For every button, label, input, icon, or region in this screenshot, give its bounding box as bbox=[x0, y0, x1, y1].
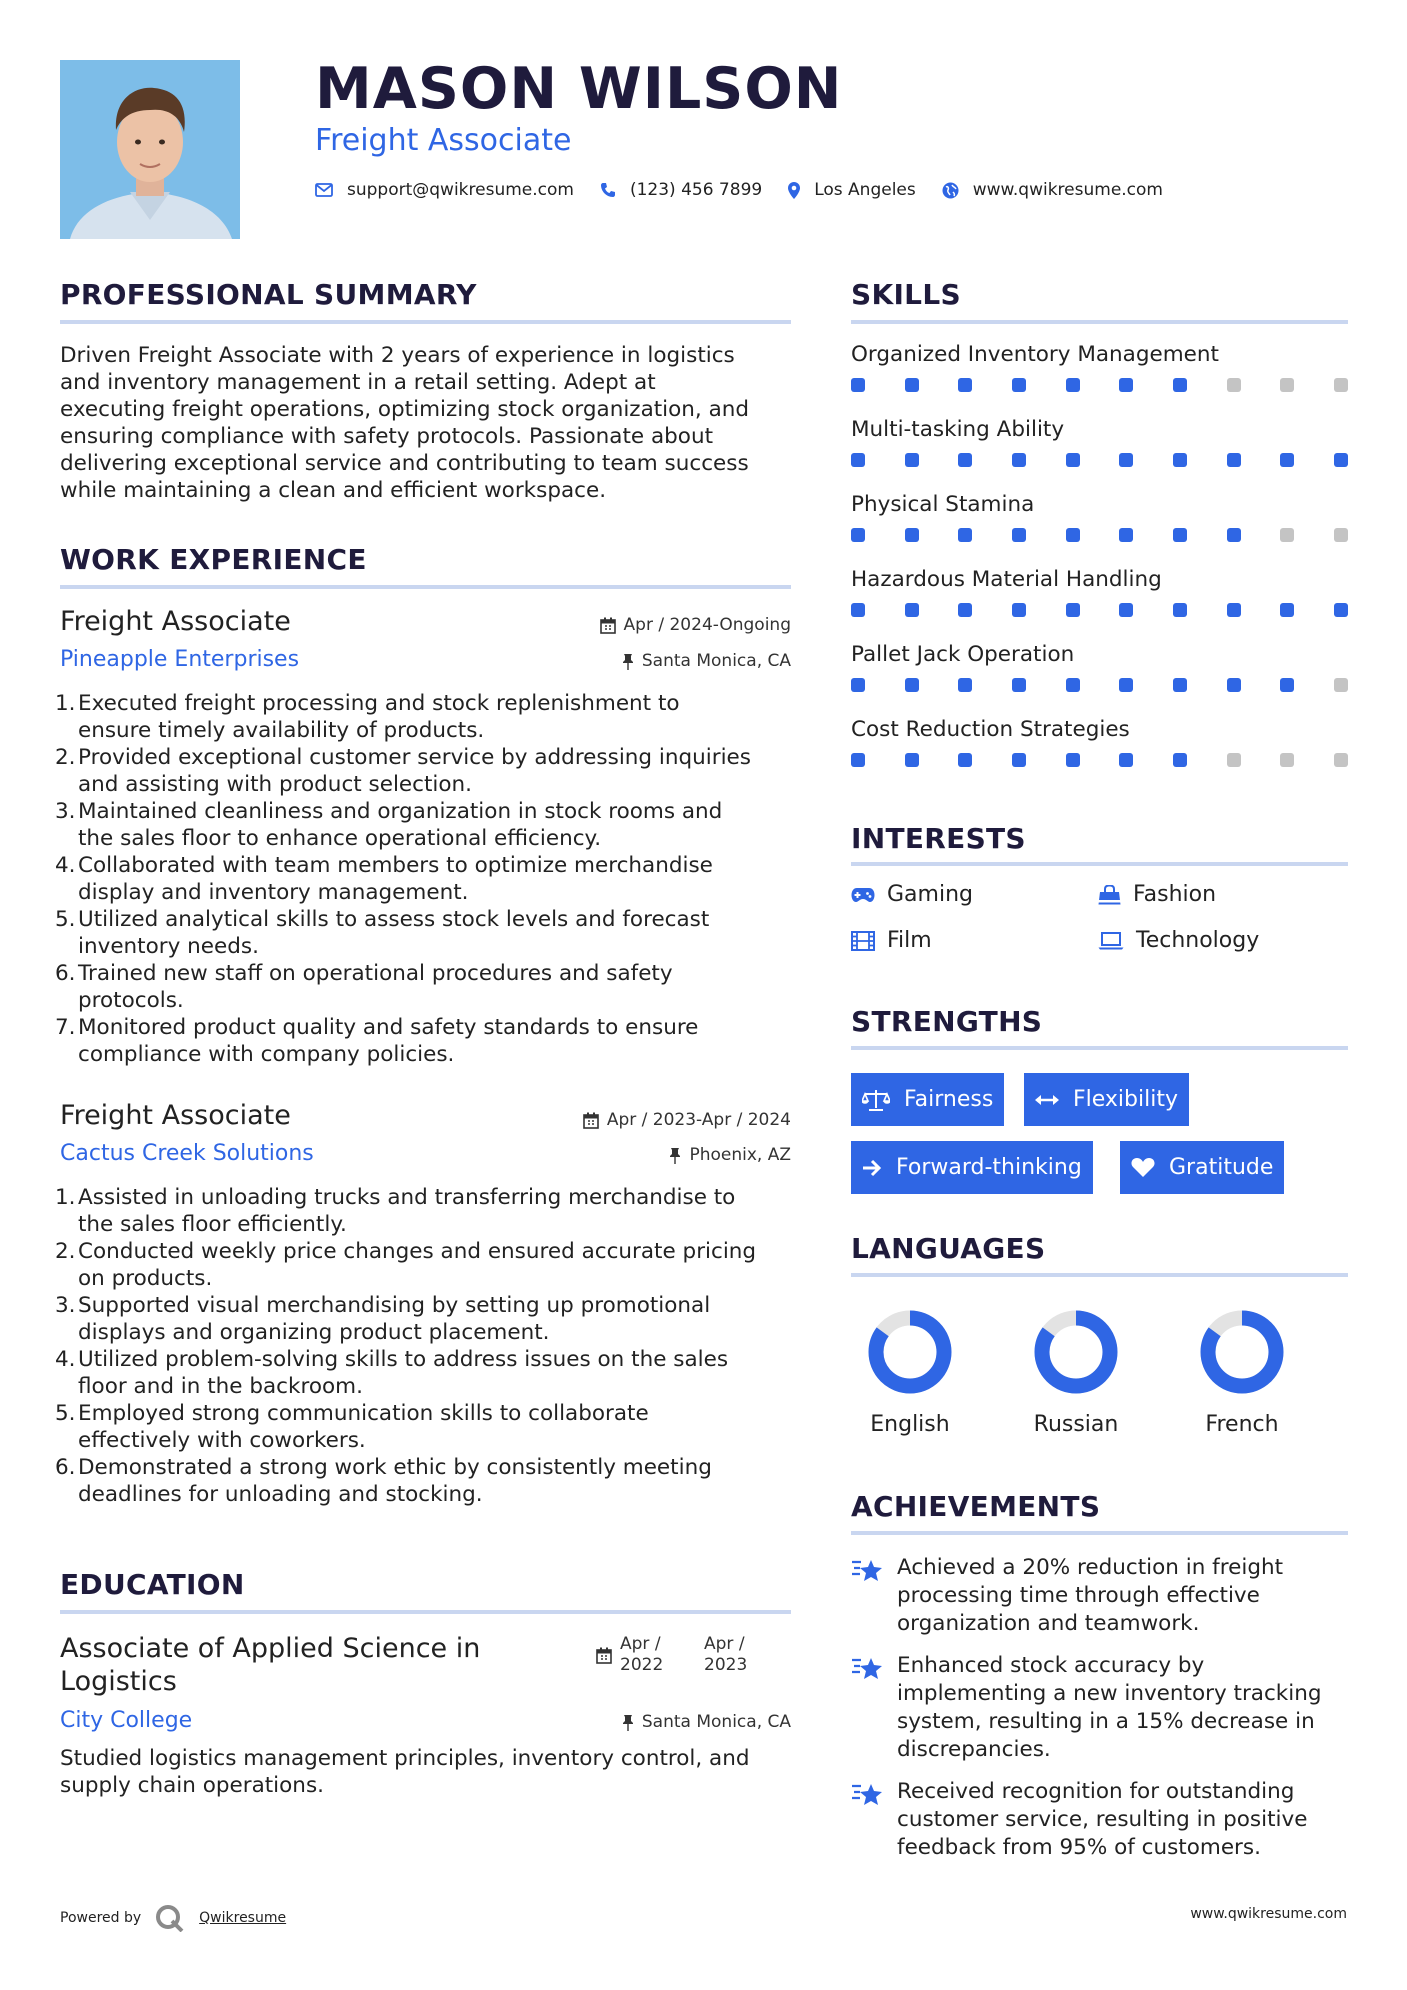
skill-name: Pallet Jack Operation bbox=[851, 642, 1075, 667]
rating-dot-empty bbox=[1280, 753, 1294, 767]
rating-dot-filled bbox=[1280, 603, 1294, 617]
list-item: 6. Demonstrated a strong work ethic by consistently meeting deadlines for unloading and stocking. bbox=[55, 1455, 712, 1507]
rating-dot-filled bbox=[1066, 678, 1080, 692]
shooting-star-icon bbox=[851, 1554, 897, 1638]
summary-line: ensuring compliance with safety protocols. Passionate about bbox=[60, 424, 714, 449]
profile-photo bbox=[60, 60, 240, 239]
heart-icon bbox=[1131, 1157, 1155, 1178]
contact-phone[interactable]: (123) 456 7899 bbox=[629, 180, 763, 200]
achievement-line: discrepancies. bbox=[897, 1737, 1051, 1762]
language-item bbox=[835, 1308, 985, 1437]
education-description bbox=[60, 1745, 805, 1799]
achievement-line: Achieved a 20% reduction in freight bbox=[897, 1555, 1284, 1580]
company-name: Cactus Creek Solutions bbox=[60, 1141, 314, 1166]
language-name: Russian bbox=[1033, 1412, 1119, 1437]
list-item: 2. Conducted weekly price changes and ensured accurate pricing on products. bbox=[55, 1239, 757, 1291]
strength-tag bbox=[851, 1141, 1093, 1194]
skill-rating bbox=[851, 753, 1348, 767]
rating-dot-filled bbox=[905, 378, 919, 392]
languages-heading: LANGUAGES bbox=[851, 1232, 1046, 1265]
skill-name: Organized Inventory Management bbox=[851, 342, 1219, 367]
rating-dot-filled bbox=[1334, 603, 1348, 617]
languages-divider bbox=[851, 1273, 1348, 1277]
job-title: Freight Associate bbox=[60, 606, 291, 637]
skill-item bbox=[851, 717, 1348, 767]
education-location bbox=[622, 1712, 791, 1732]
list-item: 7. Monitored product quality and safety standards to ensure compliance with company policies. bbox=[55, 1015, 699, 1067]
rating-dot-filled bbox=[958, 528, 972, 542]
education-date bbox=[596, 1634, 747, 1676]
film-icon bbox=[851, 931, 875, 951]
rating-dot-filled bbox=[1173, 753, 1187, 767]
powered-by-text: Powered by bbox=[60, 1910, 142, 1926]
achievement-line: Enhanced stock accuracy by bbox=[897, 1653, 1205, 1678]
languages-list bbox=[835, 1308, 1317, 1437]
job-title: Freight Associate bbox=[60, 1100, 291, 1131]
qwikresume-logo-icon bbox=[155, 1904, 185, 1932]
rating-dot-filled bbox=[1066, 753, 1080, 767]
job-date bbox=[583, 1110, 791, 1130]
education-heading: EDUCATION bbox=[60, 1568, 245, 1601]
rating-dot-empty bbox=[1334, 528, 1348, 542]
candidate-name: MASON WILSON bbox=[315, 56, 843, 122]
achievement-line: implementing a new inventory tracking bbox=[897, 1681, 1322, 1706]
rating-dot-empty bbox=[1334, 678, 1348, 692]
rating-dot-filled bbox=[1066, 453, 1080, 467]
rating-dot-empty bbox=[1280, 528, 1294, 542]
skill-item bbox=[851, 417, 1348, 467]
achievements-list bbox=[851, 1554, 1351, 1876]
globe-icon bbox=[942, 182, 959, 199]
strength-label: Gratitude bbox=[1169, 1155, 1274, 1180]
interest-label: Gaming bbox=[887, 882, 973, 907]
skill-name: Hazardous Material Handling bbox=[851, 567, 1162, 592]
interest-label: Film bbox=[887, 928, 932, 953]
skill-name: Multi-tasking Ability bbox=[851, 417, 1065, 442]
date-end-month: Apr / bbox=[704, 1634, 745, 1654]
job-location-text: Santa Monica, CA bbox=[641, 651, 791, 671]
list-item: 3. Supported visual merchandising by setting up promotional displays and organizing product placement. bbox=[55, 1293, 711, 1345]
rating-dot-empty bbox=[1334, 378, 1348, 392]
skill-name: Physical Stamina bbox=[851, 492, 1035, 517]
laptop-icon bbox=[1098, 932, 1124, 950]
skill-item bbox=[851, 567, 1348, 617]
company-name: Pineapple Enterprises bbox=[60, 647, 300, 672]
rating-dot-filled bbox=[1173, 678, 1187, 692]
rating-dot-filled bbox=[1119, 453, 1133, 467]
strengths-divider bbox=[851, 1046, 1348, 1050]
rating-dot-filled bbox=[1119, 678, 1133, 692]
achievement-line: feedback from 95% of customers. bbox=[897, 1835, 1261, 1860]
job-duties-list bbox=[55, 690, 805, 1068]
job-duties-list bbox=[55, 1184, 805, 1508]
rating-dot-filled bbox=[851, 753, 865, 767]
rating-dot-filled bbox=[1173, 528, 1187, 542]
date-end-year: 2023 bbox=[704, 1655, 748, 1675]
description-line: Studied logistics management principles, inventory control, and bbox=[60, 1746, 750, 1771]
date-start-year: 2022 bbox=[620, 1655, 664, 1675]
rating-dot-filled bbox=[1012, 378, 1026, 392]
skill-rating bbox=[851, 603, 1348, 617]
language-proficiency-chart bbox=[1198, 1308, 1286, 1396]
interest-label: Technology bbox=[1136, 928, 1260, 953]
school-name: City College bbox=[60, 1708, 193, 1733]
rating-dot-empty bbox=[1227, 378, 1241, 392]
achievement-line: system, resulting in a 15% decrease in bbox=[897, 1709, 1315, 1734]
job-location bbox=[622, 651, 791, 671]
rating-dot-filled bbox=[1334, 453, 1348, 467]
rating-dot-filled bbox=[1012, 453, 1026, 467]
description-line: supply chain operations. bbox=[60, 1773, 324, 1798]
language-item bbox=[1001, 1308, 1151, 1437]
rating-dot-empty bbox=[1334, 753, 1348, 767]
interest-item bbox=[1098, 928, 1259, 953]
footer-website[interactable]: www.qwikresume.com bbox=[1190, 1906, 1347, 1922]
skill-rating bbox=[851, 678, 1348, 692]
summary-line: Driven Freight Associate with 2 years of experience in logistics bbox=[60, 343, 735, 368]
language-name: English bbox=[870, 1412, 950, 1437]
language-proficiency-chart bbox=[866, 1308, 954, 1396]
shopping-bag-icon bbox=[1098, 885, 1121, 905]
achievement-line: Received recognition for outstanding bbox=[897, 1779, 1295, 1804]
skill-item bbox=[851, 492, 1348, 542]
rating-dot-filled bbox=[851, 453, 865, 467]
language-proficiency-chart bbox=[1032, 1308, 1120, 1396]
skill-item bbox=[851, 642, 1348, 692]
summary-text bbox=[60, 342, 800, 504]
rating-dot-filled bbox=[1012, 603, 1026, 617]
language-item bbox=[1167, 1308, 1317, 1437]
skills-divider bbox=[851, 320, 1348, 324]
achievement-text bbox=[897, 1652, 1321, 1764]
rating-dot-filled bbox=[1119, 528, 1133, 542]
list-item: 1. Executed freight processing and stock replenishment to ensure timely availability of products. bbox=[55, 691, 680, 743]
summary-line: executing freight operations, optimizing stock organization, and bbox=[60, 397, 750, 422]
achievement-item bbox=[851, 1554, 1351, 1638]
achievement-line: organization and teamwork. bbox=[897, 1611, 1200, 1636]
degree-line: Associate of Applied Science in bbox=[60, 1633, 481, 1664]
degree-title bbox=[60, 1632, 480, 1698]
contact-bar bbox=[315, 180, 1189, 200]
job-date bbox=[600, 615, 791, 635]
rating-dot-filled bbox=[1173, 453, 1187, 467]
arrows-horizontal-icon bbox=[1035, 1093, 1059, 1107]
pushpin-icon bbox=[669, 1147, 681, 1164]
rating-dot-filled bbox=[1066, 378, 1080, 392]
interest-item bbox=[851, 882, 973, 907]
list-item: 4. Utilized problem-solving skills to address issues on the sales floor and in the backroom. bbox=[55, 1347, 729, 1399]
summary-heading: PROFESSIONAL SUMMARY bbox=[60, 278, 477, 311]
interest-item bbox=[851, 928, 932, 953]
rating-dot-filled bbox=[1012, 753, 1026, 767]
rating-dot-filled bbox=[851, 528, 865, 542]
achievement-text bbox=[897, 1778, 1307, 1862]
interests-heading: INTERESTS bbox=[851, 822, 1026, 855]
rating-dot-filled bbox=[1066, 528, 1080, 542]
candidate-title: Freight Associate bbox=[315, 123, 572, 158]
rating-dot-filled bbox=[1173, 378, 1187, 392]
rating-dot-filled bbox=[1012, 678, 1026, 692]
skill-name: Cost Reduction Strategies bbox=[851, 717, 1130, 742]
rating-dot-filled bbox=[905, 453, 919, 467]
contact-email[interactable]: support@qwikresume.com bbox=[347, 180, 574, 200]
interest-label: Fashion bbox=[1133, 882, 1217, 907]
rating-dot-filled bbox=[905, 678, 919, 692]
list-item: 4. Collaborated with team members to optimize merchandise display and inventory management. bbox=[55, 853, 713, 905]
date-start-month: Apr / bbox=[620, 1634, 661, 1654]
achievement-item bbox=[851, 1778, 1351, 1862]
rating-dot-filled bbox=[1012, 528, 1026, 542]
strength-tag bbox=[851, 1073, 1004, 1126]
envelope-icon bbox=[315, 183, 333, 197]
rating-dot-empty bbox=[1280, 378, 1294, 392]
rating-dot-filled bbox=[851, 678, 865, 692]
calendar-icon bbox=[596, 1647, 612, 1664]
list-item: 5. Utilized analytical skills to assess stock levels and forecast inventory needs. bbox=[55, 907, 710, 959]
skill-rating bbox=[851, 378, 1348, 392]
rating-dot-filled bbox=[1280, 453, 1294, 467]
shooting-star-icon bbox=[851, 1778, 897, 1862]
brand-link[interactable]: Qwikresume bbox=[199, 1910, 287, 1926]
experience-divider bbox=[60, 585, 791, 589]
contact-website[interactable]: www.qwikresume.com bbox=[972, 180, 1163, 200]
rating-dot-filled bbox=[905, 528, 919, 542]
rating-dot-filled bbox=[1227, 453, 1241, 467]
achievement-text bbox=[897, 1554, 1283, 1638]
rating-dot-filled bbox=[851, 603, 865, 617]
rating-dot-filled bbox=[1227, 678, 1241, 692]
summary-line: delivering exceptional service and contributing to team success bbox=[60, 451, 749, 476]
list-item: 6. Trained new staff on operational procedures and safety protocols. bbox=[55, 961, 673, 1013]
skills-heading: SKILLS bbox=[851, 278, 961, 311]
rating-dot-filled bbox=[1119, 603, 1133, 617]
job-location bbox=[669, 1145, 791, 1165]
job-date-text: Apr / 2023-Apr / 2024 bbox=[606, 1110, 791, 1130]
strength-label: Fairness bbox=[904, 1087, 994, 1112]
rating-dot-filled bbox=[1119, 753, 1133, 767]
achievement-line: customer service, resulting in positive bbox=[897, 1807, 1308, 1832]
shooting-star-icon bbox=[851, 1652, 897, 1764]
skill-rating bbox=[851, 528, 1348, 542]
rating-dot-empty bbox=[1227, 753, 1241, 767]
language-name: French bbox=[1205, 1412, 1279, 1437]
strengths-heading: STRENGTHS bbox=[851, 1005, 1043, 1038]
list-item: 3. Maintained cleanliness and organization in stock rooms and the sales floor to enhance operational efficiency. bbox=[55, 799, 723, 851]
achievement-line: processing time through effective bbox=[897, 1583, 1260, 1608]
footer-powered-by bbox=[60, 1904, 286, 1932]
education-divider bbox=[60, 1610, 791, 1614]
phone-icon bbox=[600, 182, 616, 198]
rating-dot-filled bbox=[905, 603, 919, 617]
rating-dot-filled bbox=[958, 753, 972, 767]
rating-dot-filled bbox=[1227, 528, 1241, 542]
pushpin-icon bbox=[622, 1714, 634, 1731]
strength-label: Flexibility bbox=[1073, 1087, 1178, 1112]
arrow-right-icon bbox=[862, 1159, 882, 1177]
experience-heading: WORK EXPERIENCE bbox=[60, 543, 367, 576]
list-item: 2. Provided exceptional customer service by addressing inquiries and assisting with product selection. bbox=[55, 745, 751, 797]
degree-line: Logistics bbox=[60, 1666, 177, 1697]
strength-label: Forward-thinking bbox=[896, 1155, 1082, 1180]
rating-dot-filled bbox=[851, 378, 865, 392]
strength-tag bbox=[1120, 1141, 1284, 1194]
rating-dot-filled bbox=[1227, 603, 1241, 617]
rating-dot-filled bbox=[958, 678, 972, 692]
job-date-text: Apr / 2024-Ongoing bbox=[623, 615, 791, 635]
list-item: 1. Assisted in unloading trucks and transferring merchandise to the sales floor efficiently. bbox=[55, 1185, 736, 1237]
education-location-text: Santa Monica, CA bbox=[641, 1712, 791, 1732]
map-marker-icon bbox=[788, 182, 800, 199]
contact-location: Los Angeles bbox=[814, 180, 916, 200]
interests-divider bbox=[851, 862, 1348, 866]
achievement-item bbox=[851, 1652, 1351, 1764]
list-item: 5. Employed strong communication skills to collaborate effectively with coworkers. bbox=[55, 1401, 649, 1453]
rating-dot-filled bbox=[905, 753, 919, 767]
summary-line: and inventory management in a retail setting. Adept at bbox=[60, 370, 656, 395]
summary-line: while maintaining a clean and efficient workspace. bbox=[60, 478, 607, 503]
job-location-text: Phoenix, AZ bbox=[689, 1145, 791, 1165]
calendar-icon bbox=[583, 1112, 599, 1129]
interest-item bbox=[1098, 882, 1216, 907]
rating-dot-filled bbox=[958, 603, 972, 617]
calendar-icon bbox=[600, 617, 616, 634]
skill-item bbox=[851, 342, 1348, 392]
rating-dot-filled bbox=[958, 453, 972, 467]
skill-rating bbox=[851, 453, 1348, 467]
balance-scale-icon bbox=[862, 1089, 890, 1111]
rating-dot-filled bbox=[1119, 378, 1133, 392]
achievements-divider bbox=[851, 1531, 1348, 1535]
rating-dot-filled bbox=[1280, 678, 1294, 692]
rating-dot-filled bbox=[958, 378, 972, 392]
gamepad-icon bbox=[851, 887, 875, 903]
rating-dot-filled bbox=[1066, 603, 1080, 617]
achievements-heading: ACHIEVEMENTS bbox=[851, 1490, 1101, 1523]
strength-tag bbox=[1024, 1073, 1189, 1126]
rating-dot-filled bbox=[1173, 603, 1187, 617]
summary-divider bbox=[60, 320, 791, 324]
pushpin-icon bbox=[622, 653, 634, 670]
